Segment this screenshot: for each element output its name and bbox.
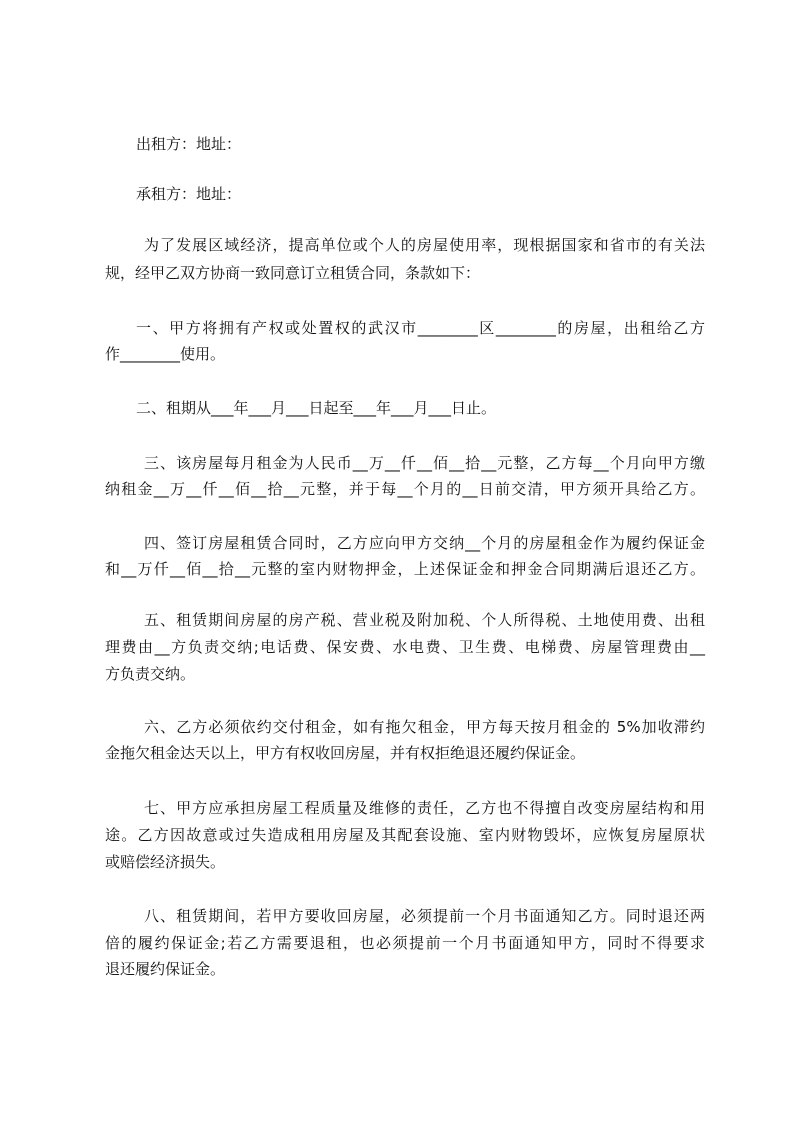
clause-1-line-2: 作________使用。 [105, 345, 226, 363]
intro-paragraph-line-1: 为了发展区域经济，提高单位或个人的房屋使用率，现根据国家和省市的有关法 [144, 236, 705, 254]
clause-7-line-3: 或赔偿经济损失。 [105, 853, 226, 871]
clause-8-line-2: 倍的履约保证金;若乙方需要退租，也必须提前一个月书面通知甲方，同时不得要求 [105, 934, 705, 952]
clause-2-line-1: 二、租期从___年___月___日起至___年___月___日止。 [136, 399, 497, 417]
clause-4-line-1: 四、签订房屋租赁合同时，乙方应向甲方交纳__个月的房屋租金作为履约保证金 [144, 534, 705, 552]
clause-6-line-2: 金拖欠租金达天以上，甲方有权收回房屋，并有权拒绝退还履约保证金。 [105, 744, 586, 762]
clause-7-line-2: 途。乙方因故意或过失造成租用房屋及其配套设施、室内财物毁坏，应恢复房屋原状 [105, 826, 705, 844]
clause-3-line-2: 纳租金__万__仟__佰__拾__元整，并于每__个月的__日前交清，甲方须开具给乙方。 [105, 480, 705, 498]
clause-6-line-1: 六、乙方必须依约交付租金，如有拖欠租金，甲方每天按月租金的 5%加收滞约 [144, 718, 705, 736]
lessee-address-line: 承租方：地址： [136, 185, 242, 203]
clause-7-line-1: 七、甲方应承担房屋工程质量及维修的责任，乙方也不得擅自改变房屋结构和用 [144, 799, 705, 817]
lessor-address-line: 出租方：地址： [136, 135, 242, 153]
clause-3-line-1: 三、该房屋每月租金为人民币__万__仟__佰__拾__元整，乙方每__个月向甲方缴 [144, 454, 705, 472]
clause-1-line-1: 一、甲方将拥有产权或处置权的武汉市________区________的房屋，出租给乙方 [136, 319, 705, 337]
clause-5-line-1: 五、租赁期间房屋的房产税、营业税及附加税、个人所得税、土地使用费、出租 [144, 611, 705, 629]
clause-8-line-3: 退还履约保证金。 [105, 960, 226, 978]
intro-paragraph-line-2: 规，经甲乙双方协商一致同意订立租赁合同，条款如下： [105, 264, 481, 282]
clause-5-line-3: 方负责交纳。 [105, 665, 196, 683]
clause-4-line-2: 和__万仟__佰__拾__元整的室内财物押金，上述保证金和押金合同期满后退还乙方。 [105, 560, 705, 578]
clause-5-line-2: 理费由__方负责交纳;电话费、保安费、水电费、卫生费、电梯费、房屋管理费由__ [105, 638, 705, 656]
clause-8-line-1: 八、租赁期间，若甲方要收回房屋，必须提前一个月书面通知乙方。同时退还两 [144, 907, 705, 925]
